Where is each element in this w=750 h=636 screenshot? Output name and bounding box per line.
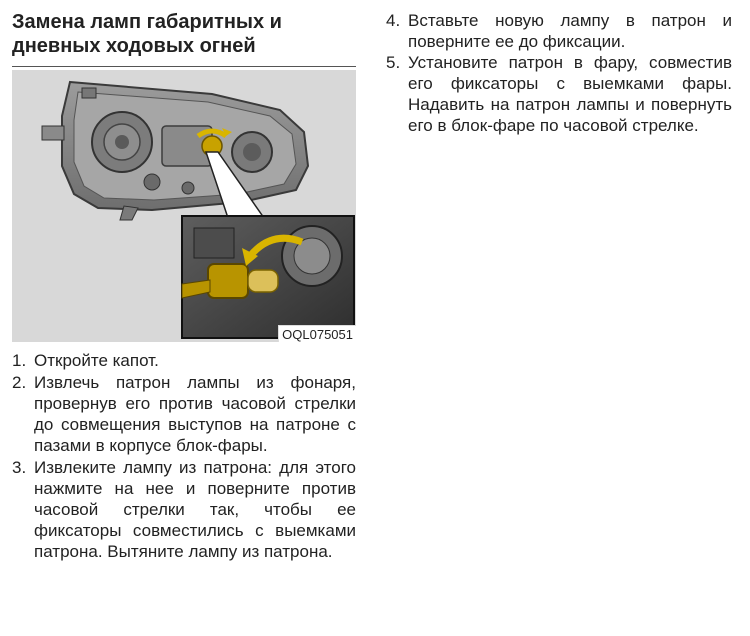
step-number: 3. [12, 458, 27, 477]
list-item [12, 372, 356, 456]
step-number: 4. [386, 11, 401, 30]
step-text: Откройте капот. [34, 351, 159, 370]
title-divider [12, 66, 356, 67]
list-item [386, 10, 732, 52]
list-item [12, 350, 356, 371]
step-text: Извлечь патрон лампы из фонаря, провернув его против часовой стрелки до совмещения выступов на патроне с пазами в корпусе блок-фары. [34, 373, 356, 455]
headlamp-bulb-replacement-illustration [12, 70, 356, 342]
figure-code-label: OQL075051 [278, 325, 356, 342]
section-title: Замена ламп габаритных и дневных ходовых огней [12, 11, 282, 57]
steps-list-left [12, 350, 356, 563]
list-item [12, 457, 356, 562]
step-text: Извлеките лампу из патрона: для этого нажмите на нее и поверните против часовой стрелки так, чтобы ее фиксаторы совместились с выемками патрона. Вытяните лампу из патрона. [34, 458, 356, 561]
headlamp-figure [12, 70, 356, 342]
step-text: Вставьте новую лампу в патрон и поверните ее до фиксации. [408, 11, 732, 51]
steps-list-right [386, 10, 732, 136]
step-number: 2. [12, 373, 27, 392]
list-item [386, 52, 732, 136]
step-text: Установите патрон в фару, совместив его фиксаторы с выемками фары. Надавить на патрон лампы и повернуть его в блок-фаре по часовой стрелке. [408, 53, 732, 135]
step-number: 5. [386, 53, 401, 72]
step-number: 1. [12, 351, 27, 370]
zoom-detail [182, 216, 354, 338]
